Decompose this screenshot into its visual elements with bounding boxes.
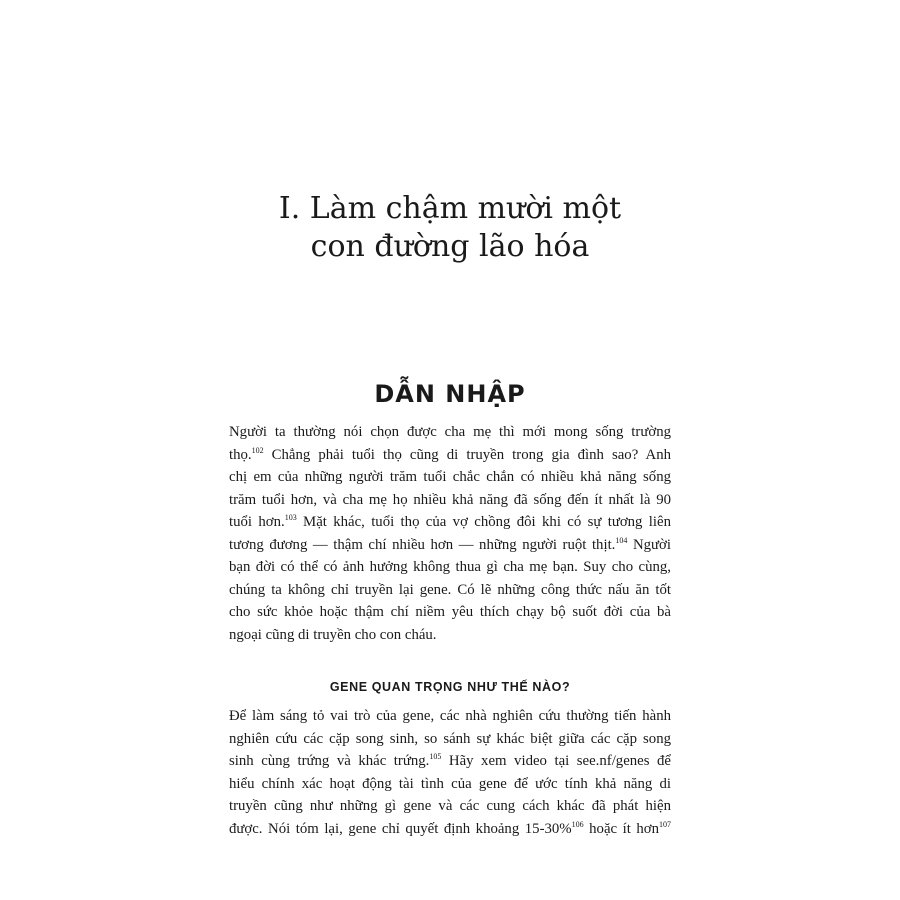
genes-line: Để làm sáng tỏ vai trò của gene, các nhà nghiên cứu thường tiến hành: [229, 708, 671, 724]
genes-line: [229, 818, 671, 841]
intro-text: tuổi hơn.: [229, 514, 285, 530]
intro-text: Mặt khác, tuổi thọ của vợ chồng đôi khi có sự tương liên: [296, 514, 671, 530]
genes-line: nghiên cứu các cặp song sinh, so sánh sự khác biệt giữa các cặp song: [229, 730, 671, 747]
genes-line: truyền cũng như những gì gene và các cung cách khác đã phát hiện: [229, 798, 671, 814]
genes-text: hoặc ít hơn: [583, 820, 660, 837]
section-heading: DẪN NHẬP: [374, 380, 526, 408]
intro-text: Chẳng phải tuổi thọ cũng di truyền trong gia đình sao? Anh: [263, 446, 671, 463]
intro-line: Người ta thường nói chọn được cha mẹ thì mới mong sống trường: [229, 424, 671, 440]
intro-line: bạn đời có thể có ảnh hưởng không thua gì cha mẹ bạn. Suy cho cùng,: [229, 559, 671, 575]
chapter-title-line-1: I. Làm chậm mười một: [278, 191, 622, 226]
intro-line: trăm tuổi hơn, và cha mẹ họ nhiều khả năng đã sống đến ít nhất là 90: [229, 491, 671, 508]
intro-text: thọ.: [229, 446, 252, 463]
chapter-title: [150, 190, 750, 266]
footnote-ref-102: 102: [251, 445, 264, 455]
intro-text: tương đương — thậm chí nhiều hơn — những người ruột thịt.: [229, 536, 616, 553]
footnote-ref-107: 107: [659, 819, 672, 829]
footnote-ref-106: 106: [571, 819, 584, 829]
intro-text: Người: [627, 536, 671, 553]
genes-text: sinh cùng trứng và khác trứng.: [229, 753, 430, 769]
chapter-title-line-2: con đường lão hóa: [310, 229, 590, 264]
subsection-heading: GENE QUAN TRỌNG NHƯ THẾ NÀO?: [329, 680, 571, 694]
genes-text: được. Nói tóm lại, gene chỉ quyết định khoảng 15-30%: [229, 820, 572, 837]
intro-line: cho sức khỏe hoặc thậm chí niềm yêu thích chạy bộ suốt đời của bà: [229, 604, 671, 620]
genes-text: Hãy xem video tại see.nf/genes để: [441, 753, 671, 769]
genes-line: hiểu chính xác hoạt động tài tình của gene để ước tính khả năng di: [229, 775, 671, 792]
genes-line: [229, 750, 671, 773]
footnote-ref-105: 105: [429, 752, 442, 761]
footnote-ref-104: 104: [615, 535, 628, 545]
intro-line: ngoại cũng di truyền cho con cháu.: [229, 626, 437, 643]
footnote-ref-103: 103: [284, 513, 297, 522]
intro-line: chúng ta không chỉ truyền lại gene. Có lẽ những công thức nấu ăn tốt: [229, 581, 671, 598]
intro-paragraph: [229, 421, 671, 646]
intro-line: [229, 511, 671, 534]
intro-line: [229, 444, 671, 467]
genes-paragraph: [229, 705, 671, 840]
intro-line: chị em của những người trăm tuổi chắc chắn có nhiều khả năng sống: [229, 469, 671, 485]
intro-line: [229, 534, 671, 557]
